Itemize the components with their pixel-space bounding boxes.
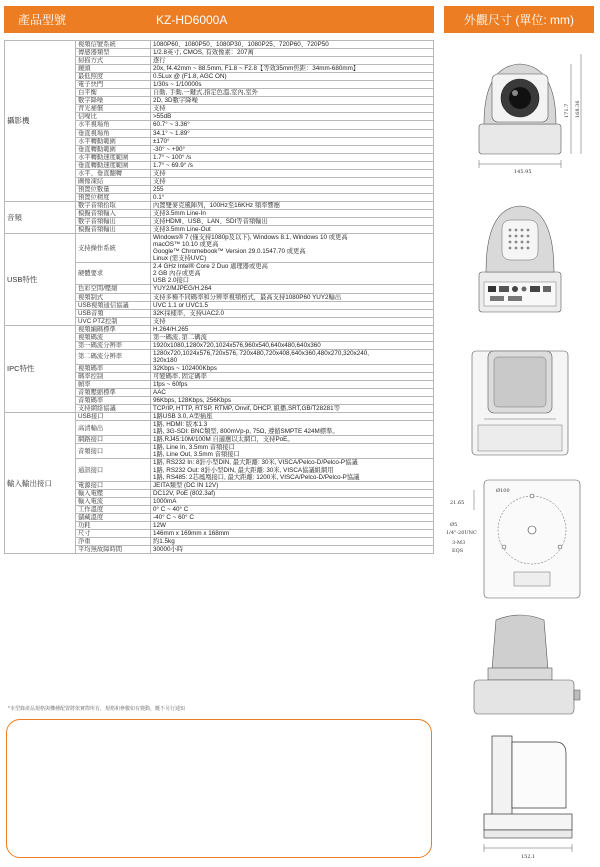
spec-value: 1路,RJ45:10M/100M 自適應以太網口，支持PoE。 <box>151 436 434 444</box>
spec-value: 1.7° ~ 100° /s <box>151 153 434 161</box>
spec-attribute: 碼率控制 <box>76 372 151 380</box>
spec-value: 支持多種不同碼率和分辨率視頻格式，最高支持1080P60 YUY2輸出 <box>151 293 434 301</box>
spec-value: 12W <box>151 521 434 529</box>
spec-attribute: 第二碼流分辨率 <box>76 349 151 364</box>
spec-category: 音頻 <box>5 201 76 233</box>
rear-view-drawing <box>444 190 594 340</box>
spec-value: YUY2/MJPEG/H.264 <box>151 285 434 293</box>
spec-attribute: 垂直視場角 <box>76 129 151 137</box>
drawing-header <box>444 6 594 33</box>
spec-attribute: 水平轉動範圍 <box>76 137 151 145</box>
front-view-drawing <box>444 44 594 184</box>
model-value: KZ-HD6000A <box>156 12 228 27</box>
spec-category: 輸入輸出接口 <box>5 413 76 554</box>
spec-category: 攝影機 <box>5 41 76 202</box>
spec-attribute: 輸入電壓 <box>76 489 151 497</box>
spec-value: 1fps ~ 60fps <box>151 381 434 389</box>
spec-attribute: 背光補償 <box>76 105 151 113</box>
spec-attribute: 第一碼流分辨率 <box>76 341 151 349</box>
spec-attribute: 最低照度 <box>76 73 151 81</box>
spec-attribute: 鏡頭 <box>76 65 151 73</box>
spec-attribute: USB視頻通信協議 <box>76 301 151 309</box>
spec-value: 32K採樣率，支持UAC2.0 <box>151 309 434 317</box>
spec-category: USB特性 <box>5 234 76 326</box>
spec-value: 支持 <box>151 105 434 113</box>
bottom-view-drawing <box>444 470 594 610</box>
spec-table <box>4 40 434 554</box>
spec-value: 1/2.8英寸, CMOS, 有效像素：207萬 <box>151 49 434 57</box>
spec-attribute: 視頻制式 <box>76 293 151 301</box>
spec-value: Windows® 7 (僅支持1080p及以下), Windows 8.1, Windows 10 或更高 macOS™ 10.10 或更高 Google™ Chromebook™ Version 29.0.1547.70 或更高 Linux (需支持UVC) <box>151 234 434 263</box>
footnote: *本型錄產品規格與機種配置將依實際所有，規格和參數如有變動，概不另行通知 <box>8 706 185 712</box>
spec-value: 自動, 手動,一鍵式,指定色溫,室內,室外 <box>151 89 434 97</box>
spec-attribute: 功耗 <box>76 521 151 529</box>
spec-row <box>5 201 434 209</box>
mount-dim-a: 21.65 <box>450 500 465 506</box>
spec-attribute: 音頻碼率 <box>76 397 151 405</box>
spec-value: 支持 <box>151 317 434 325</box>
spec-value: 0.1° <box>151 193 434 201</box>
spec-attribute: 視頻編碼標準 <box>76 325 151 333</box>
spec-value: 1路, RS232 In: 8針小型DIN, 最大距離: 30米, VISCA/Pelco-D/Pelco-P協議 1路, RS232 Out: 8針小型DIN, 最大距離: 30米, VISCA協議組網用 1路, RS485: 2芯鳳凰接口, 最大距離: 1200米, VISCA/Pelco-D/Pelco-P協議 <box>151 459 434 481</box>
spec-attribute: 音頻壓縮標準 <box>76 389 151 397</box>
spec-attribute: 色彩空間/壓縮 <box>76 285 151 293</box>
model-label: 產品型號 <box>18 13 67 27</box>
spec-category: IPC特性 <box>5 325 76 413</box>
spec-attribute: USB音頻 <box>76 309 151 317</box>
spec-value: 內置雙麥克風陣列，100Hz至16KHz 頻率響應 <box>151 201 434 209</box>
mount-dim-d: 1/4"-20UNC <box>446 530 477 536</box>
spec-value: H.264/H.265 <box>151 325 434 333</box>
spec-attribute: 垂直轉動範圍 <box>76 145 151 153</box>
front-height-a-dim: 171.7 <box>564 103 570 118</box>
spec-attribute: 高清輸出 <box>76 421 151 436</box>
spec-value: 0° C ~ 40° C <box>151 505 434 513</box>
spec-value: 146mm x 169mm x 168mm <box>151 529 434 537</box>
spec-value: 1/30s ~ 1/10000s <box>151 81 434 89</box>
spec-value: 32Kbps ~ 102400Kbps <box>151 364 434 372</box>
spec-value: 30000小時 <box>151 546 434 554</box>
spec-value: 1920x1080,1280x720,1024x576,960x540,640x480,640x360 <box>151 341 434 349</box>
mount-dim-b: Ø100 <box>496 488 510 494</box>
spec-attribute: 掃描方式 <box>76 57 151 65</box>
spec-header <box>4 6 434 33</box>
spec-attribute: USB接口 <box>76 413 151 421</box>
front-width-dim: 145.95 <box>514 169 532 175</box>
spec-value: 支持HDMI、USB、LAN、SDI等音頻輸出 <box>151 218 434 226</box>
spec-value: 1000mA <box>151 497 434 505</box>
spec-attribute: 傳感器類型 <box>76 49 151 57</box>
spec-row <box>5 234 434 263</box>
spec-attribute: 尺寸 <box>76 529 151 537</box>
spec-value: 1080P60、1080P50、1080P30、1080P25、720P60、720P50 <box>151 41 434 49</box>
spec-attribute: 水平視場角 <box>76 121 151 129</box>
side-depth-dim: 152.1 <box>521 854 536 860</box>
spec-attribute: 音頻接口 <box>76 444 151 459</box>
spec-attribute: 電源接口 <box>76 481 151 489</box>
spec-attribute: 預置位數量 <box>76 185 151 193</box>
spec-value: UVC 1.1 or UVC1.5 <box>151 301 434 309</box>
spec-value: DC12V, PoE (802.3af) <box>151 489 434 497</box>
spec-value: 255 <box>151 185 434 193</box>
spec-attribute: 幀率 <box>76 381 151 389</box>
top-view-drawing <box>444 345 594 465</box>
spec-value: -40° C ~ 60° C <box>151 513 434 521</box>
spec-attribute: 支持網絡協議 <box>76 405 151 413</box>
spec-value: 支持 <box>151 177 434 185</box>
spec-value: 支持3.5mm Line-Out <box>151 226 434 234</box>
mount-dim-f: EQS <box>452 548 464 554</box>
spec-value: 60.7° ~ 3.36° <box>151 121 434 129</box>
spec-attribute: 輸入電流 <box>76 497 151 505</box>
spec-attribute: 通訊接口 <box>76 459 151 481</box>
spec-value: 0.5Lux @ (F1.8, AGC ON) <box>151 73 434 81</box>
spec-attribute: 視頻碼流 <box>76 333 151 341</box>
spec-value: 34.1° ~ 1.89° <box>151 129 434 137</box>
spec-attribute: 信噪比 <box>76 113 151 121</box>
mount-dim-c: Ø5 <box>450 522 458 528</box>
spec-value: JEITA類型 (DC IN 12V) <box>151 481 434 489</box>
spec-value: TCP/IP, HTTP, RTSP, RTMP, Onvif, DHCP, 組播,SRT,GB/T28281等 <box>151 405 434 413</box>
spec-attribute: 淨重 <box>76 537 151 545</box>
spec-attribute: 模擬音頻輸入 <box>76 209 151 217</box>
spec-row <box>5 413 434 421</box>
spec-value: 1280x720,1024x576,720x576, 720x480,720x408,640x360,480x270,320x240, 320x180 <box>151 349 434 364</box>
spec-attribute: 水平、垂直翻轉 <box>76 169 151 177</box>
spec-row <box>5 325 434 333</box>
spec-attribute: 電子快門 <box>76 81 151 89</box>
spec-value: 逐行 <box>151 57 434 65</box>
spec-attribute: 儲藏溫度 <box>76 513 151 521</box>
spec-attribute: 圖像凍結 <box>76 177 151 185</box>
spec-attribute: 垂直轉動速度範圍 <box>76 161 151 169</box>
spec-attribute: 網路接口 <box>76 436 151 444</box>
spec-value: ±170° <box>151 137 434 145</box>
spec-value: 20x, f4.42mm ~ 88.5mm, F1.8 ~ F2.8【等效35mm焦距：34mm-680mm】 <box>151 65 434 73</box>
spec-value: 2.4 GHz Intel® Core 2 Duo 處理器或更高 2 GB 內存或更高 USB 2.0接口 <box>151 263 434 285</box>
mount-dim-e: 3-M3 <box>452 540 466 546</box>
spec-attribute: 硬體要求 <box>76 263 151 285</box>
spec-value: 可變碼率, 固定碼率 <box>151 372 434 380</box>
spec-value: >55dB <box>151 113 434 121</box>
spec-attribute: UVC PTZ控制 <box>76 317 151 325</box>
spec-value: 1.7° ~ 69.9° /s <box>151 161 434 169</box>
spec-value: 支持3.5mm Line-In <box>151 209 434 217</box>
spec-attribute: 視頻碼率 <box>76 364 151 372</box>
spec-attribute: 支持操作系統 <box>76 234 151 263</box>
spec-attribute: 數字音頻拾取 <box>76 201 151 209</box>
notes-box <box>6 719 432 858</box>
spec-value: 1路USB 3.0, A型插座 <box>151 413 434 421</box>
drawing-title: 外觀尺寸 (單位: mm) <box>464 13 574 27</box>
spec-value: 約1.5kg <box>151 537 434 545</box>
spec-attribute: 模擬音頻輸出 <box>76 226 151 234</box>
spec-attribute: 視頻信號系統 <box>76 41 151 49</box>
spec-value: AAC <box>151 389 434 397</box>
spec-attribute: 平均無故障時間 <box>76 546 151 554</box>
spec-value: 1路, HDMI: 版本1.3 1路, 3G-SDI: BNC類型, 800mVp-p, 75Ω, 遵循SMPTE 424M標準。 <box>151 421 434 436</box>
spec-value: 1路, Line In, 3.5mm 音頻接口 1路, Line Out, 3.5mm 音頻接口 <box>151 444 434 459</box>
spec-attribute: 預置位精度 <box>76 193 151 201</box>
back-view-drawing <box>444 610 594 725</box>
spec-attribute: 工作溫度 <box>76 505 151 513</box>
spec-attribute: 水平轉動速度範圍 <box>76 153 151 161</box>
spec-attribute: 白平衡 <box>76 89 151 97</box>
front-height-b-dim: 168.36 <box>575 100 581 118</box>
spec-attribute: 數字降噪 <box>76 97 151 105</box>
spec-value: -30° ~ +90° <box>151 145 434 153</box>
side-view-drawing <box>444 728 594 863</box>
spec-value: 支持 <box>151 169 434 177</box>
spec-value: 第一碼流, 第二碼流 <box>151 333 434 341</box>
spec-value: 96Kbps, 128Kbps, 256Kbps <box>151 397 434 405</box>
spec-attribute: 數字音頻輸出 <box>76 218 151 226</box>
spec-value: 2D, 3D數字降噪 <box>151 97 434 105</box>
spec-row <box>5 41 434 49</box>
